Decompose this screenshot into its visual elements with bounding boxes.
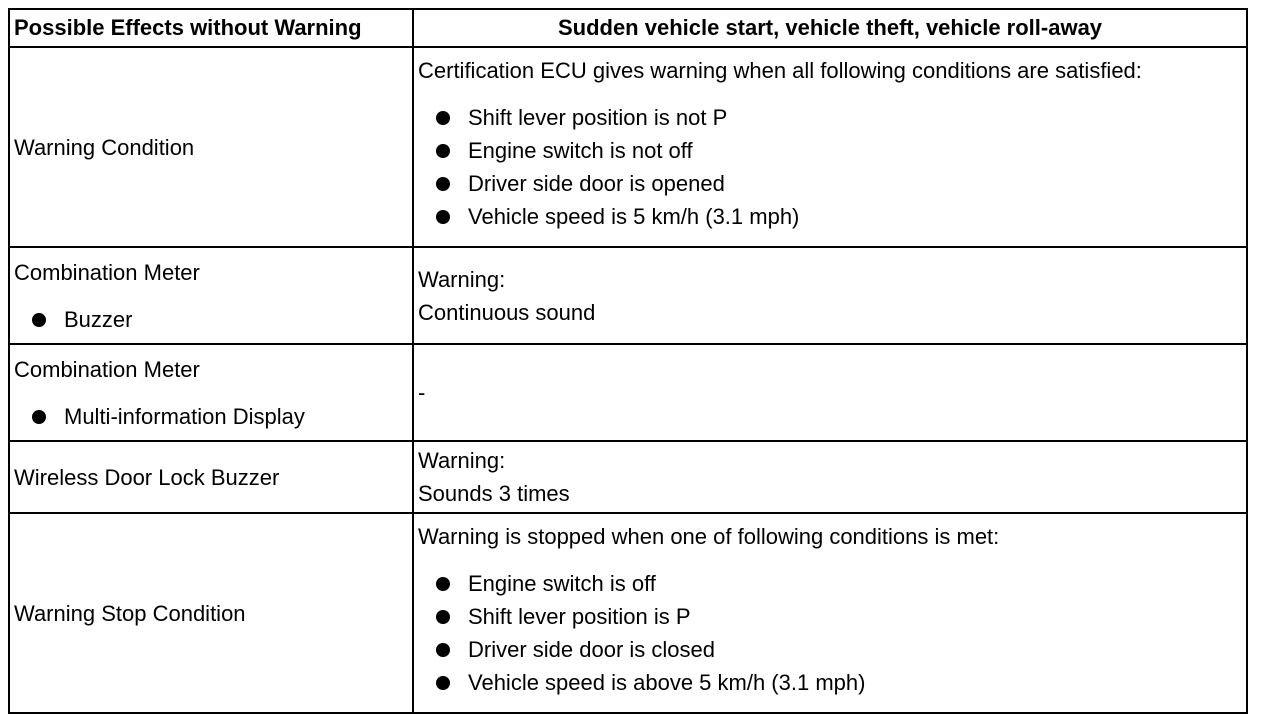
row-value: -: [413, 344, 1247, 441]
list-item-text: Engine switch is off: [468, 571, 656, 596]
list-item: [436, 167, 1242, 200]
table-row: [9, 513, 1247, 713]
table-row: [9, 47, 1247, 247]
value-line: Warning:: [418, 266, 506, 292]
row-label-text: Combination Meter: [14, 356, 200, 382]
list-item-text: Vehicle speed is 5 km/h (3.1 mph): [468, 204, 800, 229]
list-item-text: Multi-information Display: [64, 403, 305, 429]
bullet-icon: [436, 210, 450, 224]
value-line: Sounds 3 times: [418, 481, 570, 506]
value-line: Continuous sound: [418, 299, 596, 325]
list-item: [436, 134, 1242, 167]
header-effects-label: Possible Effects without Warning: [9, 9, 413, 47]
row-label: [9, 344, 413, 441]
list-item-text: Engine switch is not off: [468, 138, 693, 163]
row-label-text: Combination Meter: [14, 259, 200, 285]
bullet-icon: [436, 643, 450, 657]
bullet-icon: [436, 610, 450, 624]
row-label: Warning Stop Condition: [9, 513, 413, 713]
table-row: [9, 441, 1247, 513]
list-item-text: Driver side door is closed: [468, 637, 715, 662]
list-item-text: Vehicle speed is above 5 km/h (3.1 mph): [468, 670, 866, 695]
list-item: [436, 666, 1242, 699]
bullet-icon: [436, 676, 450, 690]
list-item: [436, 101, 1242, 134]
bullet-icon: [436, 144, 450, 158]
list-item-text: Buzzer: [64, 306, 133, 332]
list-item-text: Shift lever position is P: [468, 604, 691, 629]
value-line: Warning:: [418, 448, 506, 473]
table-row: [9, 344, 1247, 441]
row-value: [413, 247, 1247, 344]
list-item-text: Shift lever position is not P: [468, 105, 728, 130]
condition-intro: Certification ECU gives warning when all following conditions are satisfied:: [418, 58, 1142, 83]
list-item-text: Driver side door is opened: [468, 171, 725, 196]
list-item: [436, 600, 1242, 633]
stop-condition-list: [418, 567, 1242, 699]
list-item: [436, 200, 1242, 233]
bullet-icon: [436, 577, 450, 591]
row-value: [413, 441, 1247, 513]
header-row: [9, 9, 1247, 47]
list-item: [32, 303, 408, 336]
list-item: [436, 567, 1242, 600]
row-label: Wireless Door Lock Buzzer: [9, 441, 413, 513]
list-item: [436, 633, 1242, 666]
row-label: [9, 247, 413, 344]
bullet-icon: [32, 313, 46, 327]
warning-spec-table: [8, 8, 1248, 714]
row-value: [413, 513, 1247, 713]
row-label: Warning Condition: [9, 47, 413, 247]
bullet-icon: [436, 177, 450, 191]
bullet-icon: [436, 111, 450, 125]
row-value: [413, 47, 1247, 247]
table-row: [9, 247, 1247, 344]
bullet-icon: [32, 410, 46, 424]
list-item: [32, 400, 408, 433]
sub-list: [14, 400, 408, 433]
stop-condition-intro: Warning is stopped when one of following conditions is met:: [418, 524, 1000, 549]
condition-list: [418, 101, 1242, 233]
sub-list: [14, 303, 408, 336]
header-effects-value: Sudden vehicle start, vehicle theft, vehicle roll-away: [413, 9, 1247, 47]
